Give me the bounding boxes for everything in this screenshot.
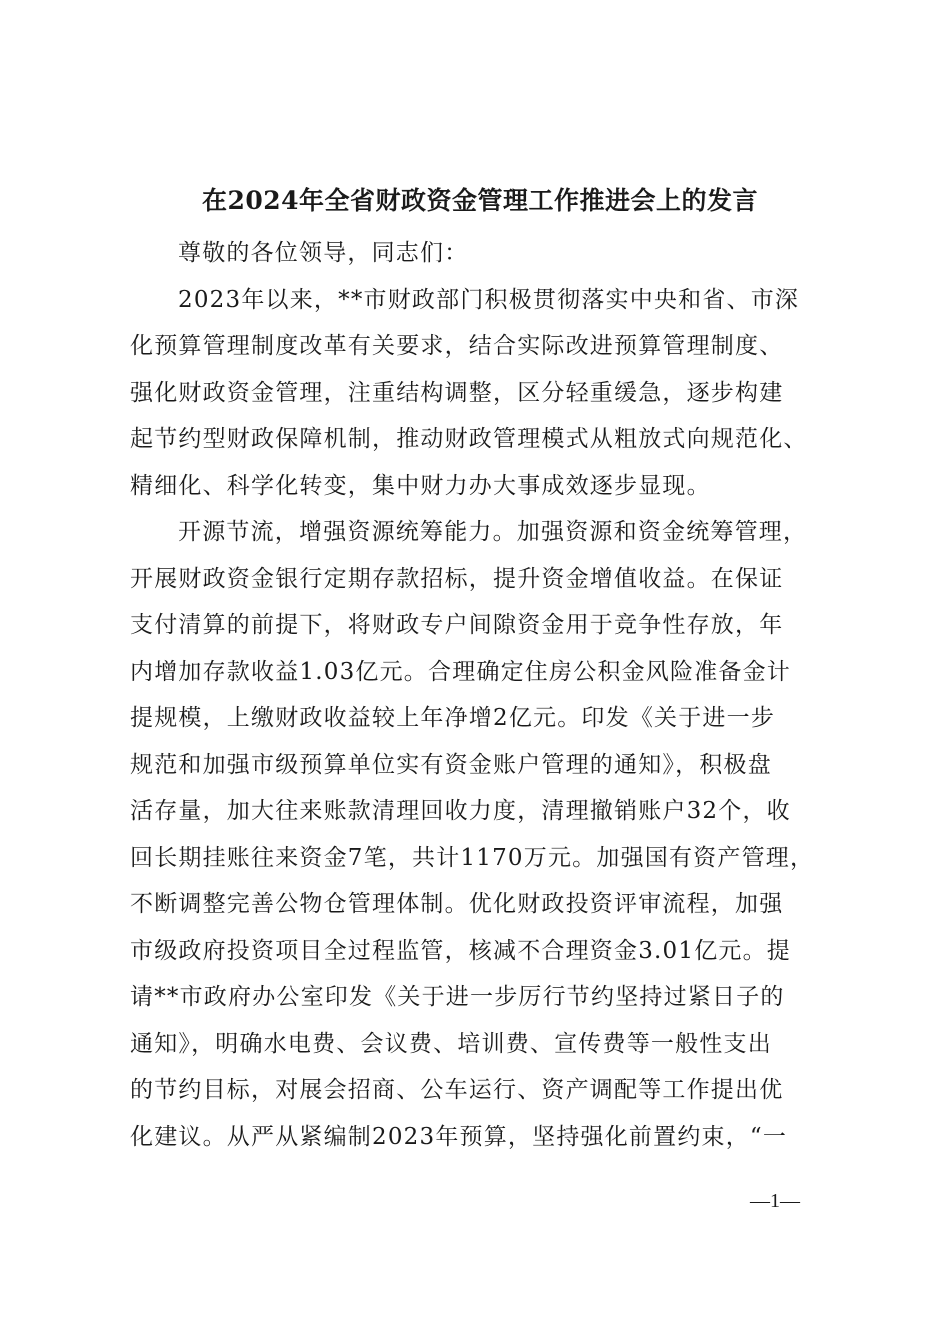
paragraph-line: 活存量，加大往来账款清理回收力度，清理撤销账户32个，收	[130, 798, 791, 824]
paragraph-line: 规范和加强市级预算单位实有资金账户管理的通知》，积极盘	[130, 751, 772, 778]
paragraph-line: 起节约型财政保障机制，推动财政管理模式从粗放式向规范化、	[130, 426, 808, 452]
paragraph-line: 化建议。从严从紧编制2023年预算，坚持强化前置约束，“一	[130, 1123, 788, 1150]
paragraph-line: 的节约目标，对展会招商、公车运行、资产调配等工作提出优	[130, 1077, 784, 1103]
paragraph-line: 化预算管理制度改革有关要求，结合实际改进预算管理制度、	[130, 333, 784, 359]
paragraph-line: 提规模，上缴财政收益较上年净增2亿元。印发《关于进一步	[130, 705, 776, 731]
paragraph-line: 不断调整完善公物仓管理体制。优化财政投资评审流程，加强	[130, 891, 784, 917]
document-body	[130, 230, 840, 1160]
greeting-line: 尊敬的各位领导，同志们：	[178, 240, 469, 266]
paragraph-line: 市级政府投资项目全过程监管，核减不合理资金3.01亿元。提	[130, 937, 792, 964]
paragraph-line: 回长期挂账往来资金7笔，共计1170万元。加强国有资产管理，	[130, 844, 815, 871]
paragraph-line: 2023年以来，**市财政部门积极贯彻落实中央和省、市深	[178, 286, 800, 313]
document-title: 在2024年全省财政资金管理工作推进会上的发言	[201, 186, 759, 215]
paragraph-line: 开展财政资金银行定期存款招标，提升资金增值收益。在保证	[130, 565, 784, 592]
paragraph-line: 支付清算的前提下，将财政专户间隙资金用于竞争性存放，年	[130, 612, 784, 638]
paragraph-line: 通知》，明确水电费、会议费、培训费、宣传费等一般性支出	[130, 1030, 772, 1057]
paragraph-line: 请**市政府办公室印发《关于进一步厉行节约坚持过紧日子的	[130, 984, 785, 1010]
paragraph-line: 开源节流，增强资源统筹能力。加强资源和资金统筹管理，	[178, 519, 808, 545]
page-number: —1—	[750, 1190, 800, 1212]
paragraph-line: 内增加存款收益1.03亿元。合理确定住房公积金风险准备金计	[130, 658, 792, 685]
paragraph-line: 强化财政资金管理，注重结构调整，区分轻重缓急，逐步构建	[130, 379, 784, 406]
paragraph-line: 精细化、科学化转变，集中财力办大事成效逐步显现。	[130, 472, 711, 499]
